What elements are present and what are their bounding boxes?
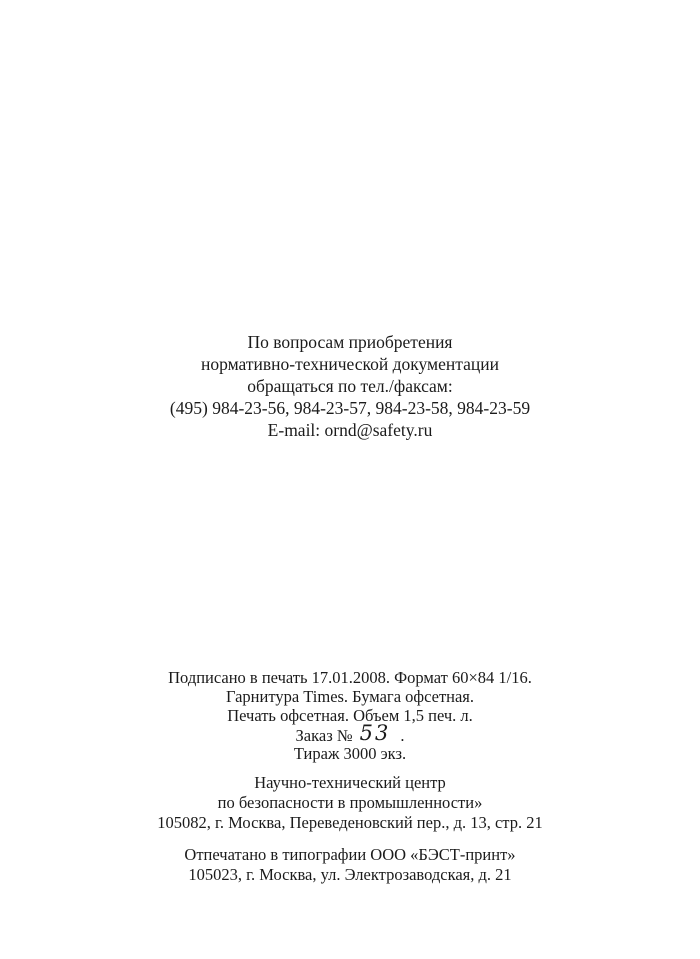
contact-email: E-mail: ornd@safety.ru <box>267 420 433 440</box>
contact-phone-numbers: (495) 984-23-56, 984-23-57, 984-23-58, 984-23-59 <box>169 398 531 418</box>
publisher-name-line-1: Научно-технический центр <box>254 773 446 792</box>
printer-block <box>0 845 700 885</box>
contact-line-1: По вопросам приобретения <box>247 332 453 352</box>
contact-info-block <box>0 331 700 441</box>
imprint-block <box>0 668 700 763</box>
printer-name: Отпечатано в типографии ООО «БЭСТ-принт» <box>184 845 516 864</box>
imprint-order-line <box>0 721 700 745</box>
order-label: Заказ № <box>295 726 353 745</box>
imprint-typeface-line: Гарнитура Times. Бумага офсетная. <box>225 687 475 706</box>
contact-line-2: нормативно-технической документации <box>201 354 499 374</box>
publisher-name-line-2: по безопасности в промышленности» <box>217 793 483 812</box>
contact-line-3: обращаться по тел./факсам: <box>247 376 453 396</box>
publisher-address: 105082, г. Москва, Переведеновский пер., д. 13, стр. 21 <box>157 813 543 832</box>
handwritten-order-number: 53 <box>359 721 391 745</box>
imprint-print-line: Печать офсетная. Объем 1,5 печ. л. <box>227 706 473 725</box>
printer-address: 105023, г. Москва, ул. Электрозаводская, д. 21 <box>188 865 512 884</box>
publisher-block <box>0 773 700 833</box>
imprint-signed-line: Подписано в печать 17.01.2008. Формат 60×84 1/16. <box>168 668 532 687</box>
order-period: . <box>400 726 405 745</box>
imprint-circulation-line: Тираж 3000 экз. <box>293 744 407 763</box>
